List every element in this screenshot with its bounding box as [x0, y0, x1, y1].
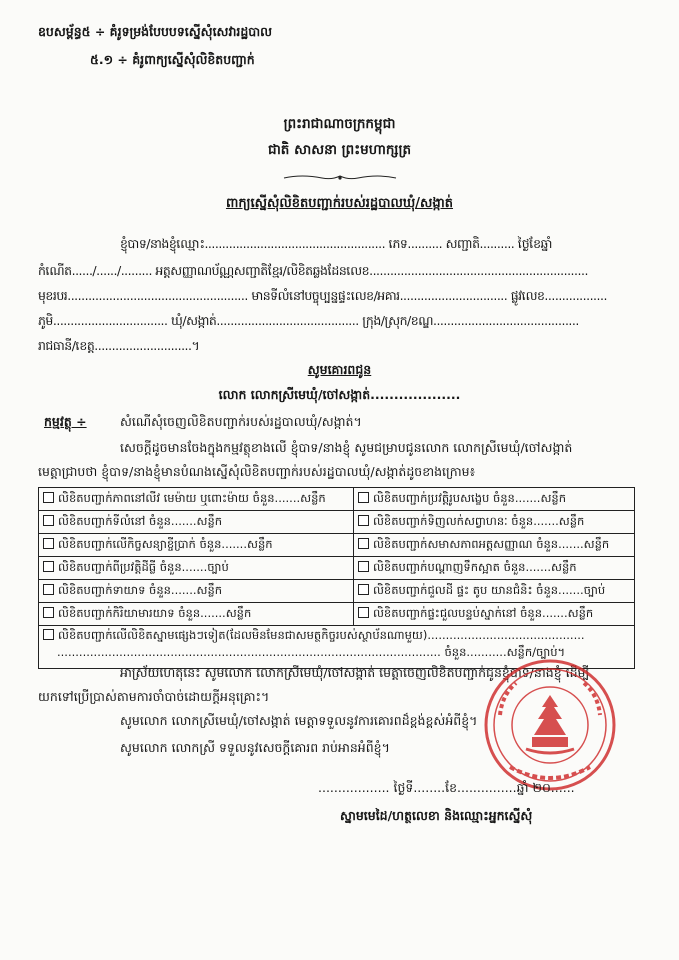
closing-line-4: សូមលោក លោកស្រី ទទួលនូវសេចក្តីគោរព រាប់អានអំពីខ្ញុំ។: [120, 740, 390, 755]
date-line: .................. ថ្ងៃទី........ខែ...............ឆ្នាំ ២០......: [318, 780, 575, 795]
subject-text: សំណើសុំចេញលិខិតបញ្ជាក់របស់រដ្ឋបាលឃុំ/សង្កាត់។: [120, 414, 362, 429]
addressee: លោក លោកស្រីមេឃុំ/ចៅសង្កាត់...................: [218, 387, 461, 402]
checkbox[interactable]: [43, 629, 54, 640]
checklist-row: [39, 534, 635, 557]
checkbox[interactable]: [358, 607, 369, 618]
checklist-item[interactable]: លិខិតបញ្ជាក់ប្រវត្តិរូបសង្ខេប ចំនួន.......សន្លឹក: [353, 488, 634, 511]
checkbox[interactable]: [358, 492, 369, 503]
checklist-item[interactable]: លិខិតបញ្ជាក់ទាយាទ ចំនួន.......សន្លឹក: [39, 580, 354, 603]
checklist-item[interactable]: លិខិតបញ្ជាក់លើកិច្ចសន្យាខ្ចីប្រាក់ ចំនួន.......សន្លឹក: [39, 534, 354, 557]
checklist-row: [39, 603, 635, 626]
checkbox[interactable]: [43, 607, 54, 618]
checklist-item[interactable]: លិខិតបញ្ជាក់ទីលំនៅ ចំនួន.......សន្លឹក: [39, 511, 354, 534]
kingdom-title: ព្រះរាជាណាចក្រកម្ពុជា: [283, 116, 396, 132]
checklist-item[interactable]: លិខិតបញ្ជាក់បណ្តាញទឹកស្អាត ចំនួន.......សន្លឹក: [353, 557, 634, 580]
checklist-row: [39, 488, 635, 511]
closing-line-1: អាស្រ័យហេតុនេះ សូមលោក លោកស្រីមេឃុំ/ចៅសង្កាត់ មេត្តាចេញលិខិតបញ្ជាក់ជូនខ្ញុំបាទ/នាងខ្ញុំ ដើម្បី: [120, 665, 590, 680]
checkbox[interactable]: [43, 538, 54, 549]
signature-caption: ស្នាមមេដៃ/ហត្ថលេខា និងឈ្មោះអ្នកស្នើសុំ: [340, 808, 533, 823]
applicant-line-1: ខ្ញុំបាទ/នាងខ្ញុំឈ្មោះ.................................................... ភេទ.......... សញ្ជាតិ.......... ថ្ងៃខែឆ្នាំ: [120, 236, 552, 251]
request-type-checklist: [38, 487, 635, 669]
checklist-item[interactable]: លិខិតបញ្ជាក់សមាសភាពអត្តសញ្ញាណ ចំនួន.......សន្លឹក: [353, 534, 634, 557]
national-motto: ជាតិ សាសនា ព្រះមហាក្សត្រ: [267, 142, 412, 158]
respectfully-heading: សូមគោរពជូន: [307, 362, 372, 377]
motto-ornament: [282, 174, 398, 182]
applicant-line-4: ភូមិ................................. ឃុំ/សង្កាត់......................................... ក្រុង/ស្រុក/ខណ្ឌ..........................................: [38, 313, 579, 328]
checkbox[interactable]: [43, 561, 54, 572]
applicant-line-2: កំណើត....../....../......... អត្តសញ្ញាណប័ណ្ណសញ្ជាតិខ្មែរ/លិខិតឆ្លងដែនលេខ...............................................................: [38, 263, 588, 278]
checklist-item[interactable]: លិខិតបញ្ជាក់ទិញលក់សព្វាហនៈ ចំនួន.......សន្លឹក: [353, 511, 634, 534]
checklist-item[interactable]: លិខិតបញ្ជាក់កិរិយាមារយាទ ចំនួន.......សន្លឹក: [39, 603, 354, 626]
checkbox[interactable]: [358, 584, 369, 595]
checkbox[interactable]: [43, 492, 54, 503]
checklist-row: [39, 511, 635, 534]
checkbox[interactable]: [358, 561, 369, 572]
checklist-item-other[interactable]: លិខិតបញ្ជាក់លើលិខិតស្នាមផ្សេងៗទៀត(ដែលមិនមែនជាសមត្ថកិច្ចរបស់ស្ថាប័នណាមួយ)........................................... ......................................................................................................... ចំនួន...........សន្លឹក/ច្បាប់។: [39, 626, 635, 669]
checklist-item[interactable]: លិខិតបញ្ជាក់ផ្ទះជួលបន្ទប់ស្នាក់នៅ ចំនួន.......សន្លឹក: [353, 603, 634, 626]
applicant-line-3: មុខរបរ.................................................... មានទីលំនៅបច្ចុប្បន្នផ្ទះលេខ/អគារ............................... ផ្លូវលេខ..................: [38, 288, 607, 303]
form-title: ពាក្យស្នើសុំលិខិតបញ្ជាក់របស់រដ្ឋបាលឃុំ/សង្កាត់: [225, 196, 454, 211]
body-line-1: សេចក្តីដូចមានចែងក្នុងកម្មវត្ថុខាងលើ ខ្ញុំបាទ/នាងខ្ញុំ សូមជម្រាបជូនលោក លោកស្រីមេឃុំ/ចៅសង្កាត់: [120, 440, 573, 455]
annex-heading: ឧបសម្ព័ន្ធ៥ ÷ គំរូទម្រង់បែបបទស្នើសុំសេវារដ្ឋបាល: [38, 24, 273, 39]
checkbox[interactable]: [43, 584, 54, 595]
applicant-line-5: រាជធានី/ខេត្ត............................។: [38, 338, 200, 353]
checkbox[interactable]: [43, 515, 54, 526]
closing-line-3: សូមលោក លោកស្រីមេឃុំ/ចៅសង្កាត់ មេត្តាទទួលនូវការគោរពដ៏ខ្ពង់ខ្ពស់អំពីខ្ញុំ។: [120, 713, 478, 728]
checklist-item[interactable]: លិខិតបញ្ជាក់ភាពនៅលីវ មេម៉ាយ ឬពោះម៉ាយ ចំនួន.......សន្លឹក: [39, 488, 354, 511]
subannex-heading: ៥.១ ÷ គំរូពាក្យស្នើសុំលិខិតបញ្ជាក់: [90, 52, 255, 67]
closing-line-2: យកទៅប្រើប្រាស់តាមការចាំបាច់ដោយក្តីអនុគ្រោះ។: [38, 689, 270, 704]
checklist-item[interactable]: លិខិតបញ្ជាក់ជួលដី ផ្ទះ តូប យានជំនិះ ចំនួន.......ច្បាប់: [353, 580, 634, 603]
official-seal-stamp: [480, 655, 620, 795]
checkbox[interactable]: [358, 515, 369, 526]
checklist-row: [39, 580, 635, 603]
checkbox[interactable]: [358, 538, 369, 549]
checklist-item[interactable]: លិខិតបញ្ជាក់ពីប្រវត្តិដីធ្លី ចំនួន.......ច្បាប់: [39, 557, 354, 580]
body-line-2: មេត្តាជ្រាបថា ខ្ញុំបាទ/នាងខ្ញុំមានបំណងស្នើសុំលិខិតបញ្ជាក់របស់រដ្ឋបាលឃុំ/សង្កាត់ដូចខាងក្រោម៖: [38, 464, 476, 479]
checklist-row: [39, 557, 635, 580]
subject-label: កម្មវត្ថុ ÷: [44, 414, 87, 429]
